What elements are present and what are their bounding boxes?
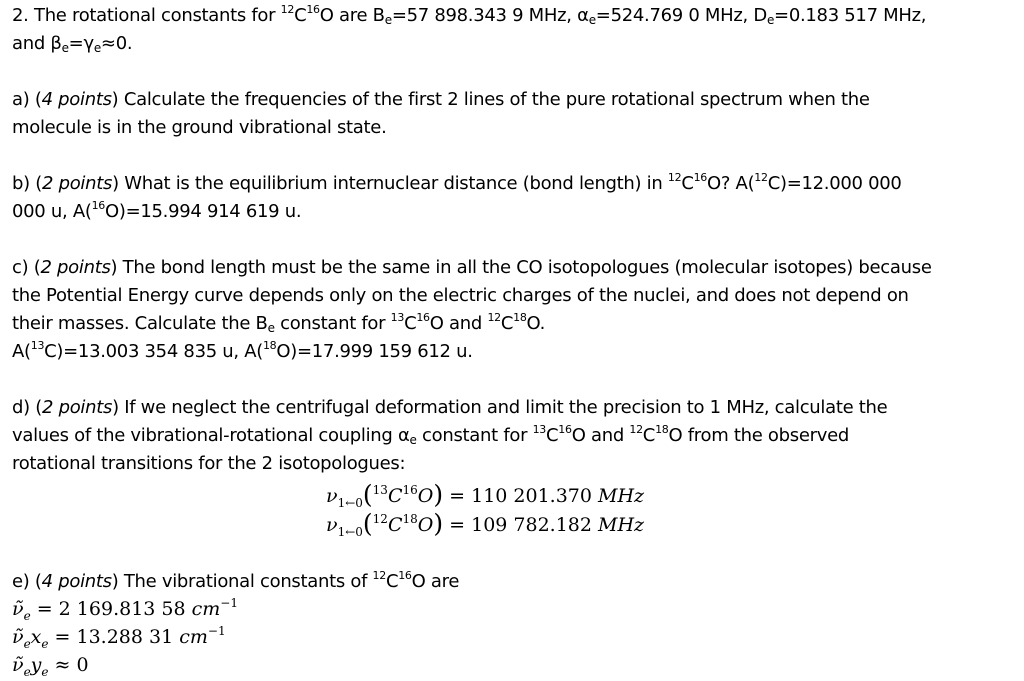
part-label: c) ( <box>12 257 41 278</box>
part-text: rotational transitions for the 2 isotopologues: <box>12 453 406 474</box>
be-value: =57 898.343 9 MHz, α <box>391 5 589 26</box>
part-c-line2 <box>12 282 909 310</box>
part-label: a) ( <box>12 89 42 110</box>
unit-exponent: −1 <box>220 596 238 610</box>
oxygen-symbol: O <box>417 514 434 536</box>
part-text: O and <box>429 313 488 334</box>
nu-tilde-symbol: ν̃ <box>12 626 24 648</box>
part-text: O are <box>411 571 460 592</box>
part-text: O and <box>571 425 630 446</box>
part-e-line1 <box>12 568 459 596</box>
oxygen-text: O are B <box>319 5 385 26</box>
constant-value: = 2 169.813 58 <box>30 598 192 620</box>
part-text: O from the observed <box>668 425 849 446</box>
transition-subscript: 1←0 <box>337 525 363 539</box>
part-text: O)=17.999 159 612 u. <box>276 341 473 362</box>
isotope-superscript: 18 <box>513 311 527 324</box>
subscript: e <box>41 665 49 679</box>
isotope-superscript: 12 <box>629 423 643 436</box>
isotope-superscript: 18 <box>262 339 277 352</box>
question-intro-line1 <box>12 2 926 30</box>
carbon-symbol: C <box>500 313 514 334</box>
constant-nu-e-xe <box>12 623 226 651</box>
part-d-line3 <box>12 450 405 478</box>
isotope-superscript: 16 <box>402 483 418 497</box>
part-b-line2 <box>12 198 301 226</box>
nu-symbol: ν <box>326 485 338 507</box>
constant-nu-e-ye <box>12 651 89 679</box>
de-value: =0.183 517 MHz, <box>774 5 927 26</box>
part-label: d) ( <box>12 397 42 418</box>
part-text: molecule is in the ground vibrational state. <box>12 117 387 138</box>
subscript: e <box>61 41 69 55</box>
part-text: 000 u, A( <box>12 201 92 222</box>
x-symbol: x <box>30 626 42 648</box>
isotope-superscript: 12 <box>487 311 501 324</box>
part-text: ) The vibrational constants of <box>111 571 373 592</box>
subscript: e <box>23 665 31 679</box>
subscript: e <box>588 13 596 27</box>
carbon-symbol: C <box>404 313 417 334</box>
subscript: e <box>23 609 31 623</box>
part-d-line1 <box>12 394 887 422</box>
carbon-symbol: C <box>387 514 403 536</box>
part-text: C)=12.000 000 <box>767 173 902 194</box>
isotope-superscript: 18 <box>655 423 669 436</box>
carbon-symbol: C <box>387 485 403 507</box>
carbon-symbol: C <box>294 5 307 26</box>
part-c-line4 <box>12 338 473 366</box>
part-d-line2 <box>12 422 849 450</box>
isotope-superscript: 13 <box>30 339 45 352</box>
carbon-symbol: C <box>642 425 656 446</box>
points-label: 4 points <box>41 571 112 592</box>
part-label: e) ( <box>12 571 42 592</box>
isotope-superscript: 12 <box>280 3 295 16</box>
part-text: constant for <box>274 313 391 334</box>
isotope-superscript: 13 <box>532 423 546 436</box>
part-label: b) ( <box>12 173 42 194</box>
intro-text: and β <box>12 33 62 54</box>
unit: cm <box>179 626 208 648</box>
part-text: ) If we neglect the centrifugal deformation and limit the precision to 1 MHz, calculate the <box>112 397 888 418</box>
isotope-superscript: 13 <box>390 311 405 324</box>
subscript: e <box>23 637 31 651</box>
question-intro-line2 <box>12 30 132 58</box>
isotope-superscript: 12 <box>372 512 388 526</box>
part-text: O)=15.994 914 619 u. <box>104 201 302 222</box>
close-paren: ) <box>433 509 444 538</box>
equation-13c16o <box>326 480 644 508</box>
part-a-line1 <box>12 86 870 114</box>
alpha-value: =524.769 0 MHz, D <box>595 5 767 26</box>
open-paren: ( <box>362 509 373 538</box>
constant-value: = 13.288 31 <box>48 626 180 648</box>
constant-value: ≈ 0 <box>48 654 89 676</box>
isotope-superscript: 12 <box>754 171 768 184</box>
isotope-superscript: 13 <box>372 483 388 497</box>
isotope-superscript: 16 <box>416 311 430 324</box>
isotope-superscript: 16 <box>91 199 105 212</box>
points-label: 2 points <box>40 257 111 278</box>
subscript: e <box>267 321 275 335</box>
nu-tilde-symbol: ν̃ <box>12 598 24 620</box>
isotope-superscript: 16 <box>306 3 320 16</box>
frequency-value: = 109 782.182 <box>443 514 599 536</box>
isotope-superscript: 12 <box>667 171 682 184</box>
y-symbol: y <box>30 654 42 676</box>
constant-nu-e <box>12 595 238 623</box>
open-paren: ( <box>362 480 373 509</box>
subscript: e <box>384 13 392 27</box>
points-label: 2 points <box>42 173 113 194</box>
intro-text: 2. The rotational constants for <box>12 5 281 26</box>
intro-text: =γ <box>68 33 94 54</box>
isotope-superscript: 18 <box>402 512 418 526</box>
carbon-symbol: C <box>546 425 559 446</box>
part-text: values of the vibrational-rotational coupling α <box>12 425 410 446</box>
part-text: ) The bond length must be the same in all the CO isotopologues (molecular isotopes) because <box>110 257 932 278</box>
subscript: e <box>766 13 775 27</box>
part-text: ) What is the equilibrium internuclear distance (bond length) in <box>112 173 668 194</box>
nu-tilde-symbol: ν̃ <box>12 654 24 676</box>
part-a-line2 <box>12 114 387 142</box>
close-paren: ) <box>433 480 444 509</box>
part-text: ) Calculate the frequencies of the first 2 lines of the pure rotational spectrum when the <box>111 89 870 110</box>
isotope-superscript: 16 <box>693 171 708 184</box>
intro-text: ≈0. <box>100 33 133 54</box>
unit: MHz <box>598 514 645 536</box>
equation-12c18o <box>326 509 644 537</box>
part-text: O? A( <box>707 173 755 194</box>
transition-subscript: 1←0 <box>337 496 363 510</box>
isotope-superscript: 16 <box>558 423 572 436</box>
part-text: C)=13.003 354 835 u, A( <box>44 341 263 362</box>
points-label: 4 points <box>41 89 112 110</box>
part-text: constant for <box>416 425 533 446</box>
unit: MHz <box>598 485 645 507</box>
part-text: the Potential Energy curve depends only on the electric charges of the nuclei, and does not depend on <box>12 285 909 306</box>
unit-exponent: −1 <box>207 624 226 638</box>
frequency-value: = 110 201.370 <box>443 485 599 507</box>
part-text: A( <box>12 341 31 362</box>
isotope-superscript: 16 <box>398 569 412 582</box>
part-text: O. <box>526 313 546 334</box>
subscript: e <box>409 433 417 447</box>
oxygen-symbol: O <box>417 485 434 507</box>
part-c-line1 <box>12 254 932 282</box>
subscript: e <box>93 41 101 55</box>
nu-symbol: ν <box>326 514 338 536</box>
part-c-line3 <box>12 310 545 338</box>
subscript: e <box>41 637 49 651</box>
unit: cm <box>191 598 221 620</box>
carbon-symbol: C <box>385 571 399 592</box>
isotope-superscript: 12 <box>372 569 386 582</box>
part-b-line1 <box>12 170 902 198</box>
carbon-symbol: C <box>681 173 694 194</box>
part-text: their masses. Calculate the B <box>12 313 268 334</box>
points-label: 2 points <box>42 397 113 418</box>
